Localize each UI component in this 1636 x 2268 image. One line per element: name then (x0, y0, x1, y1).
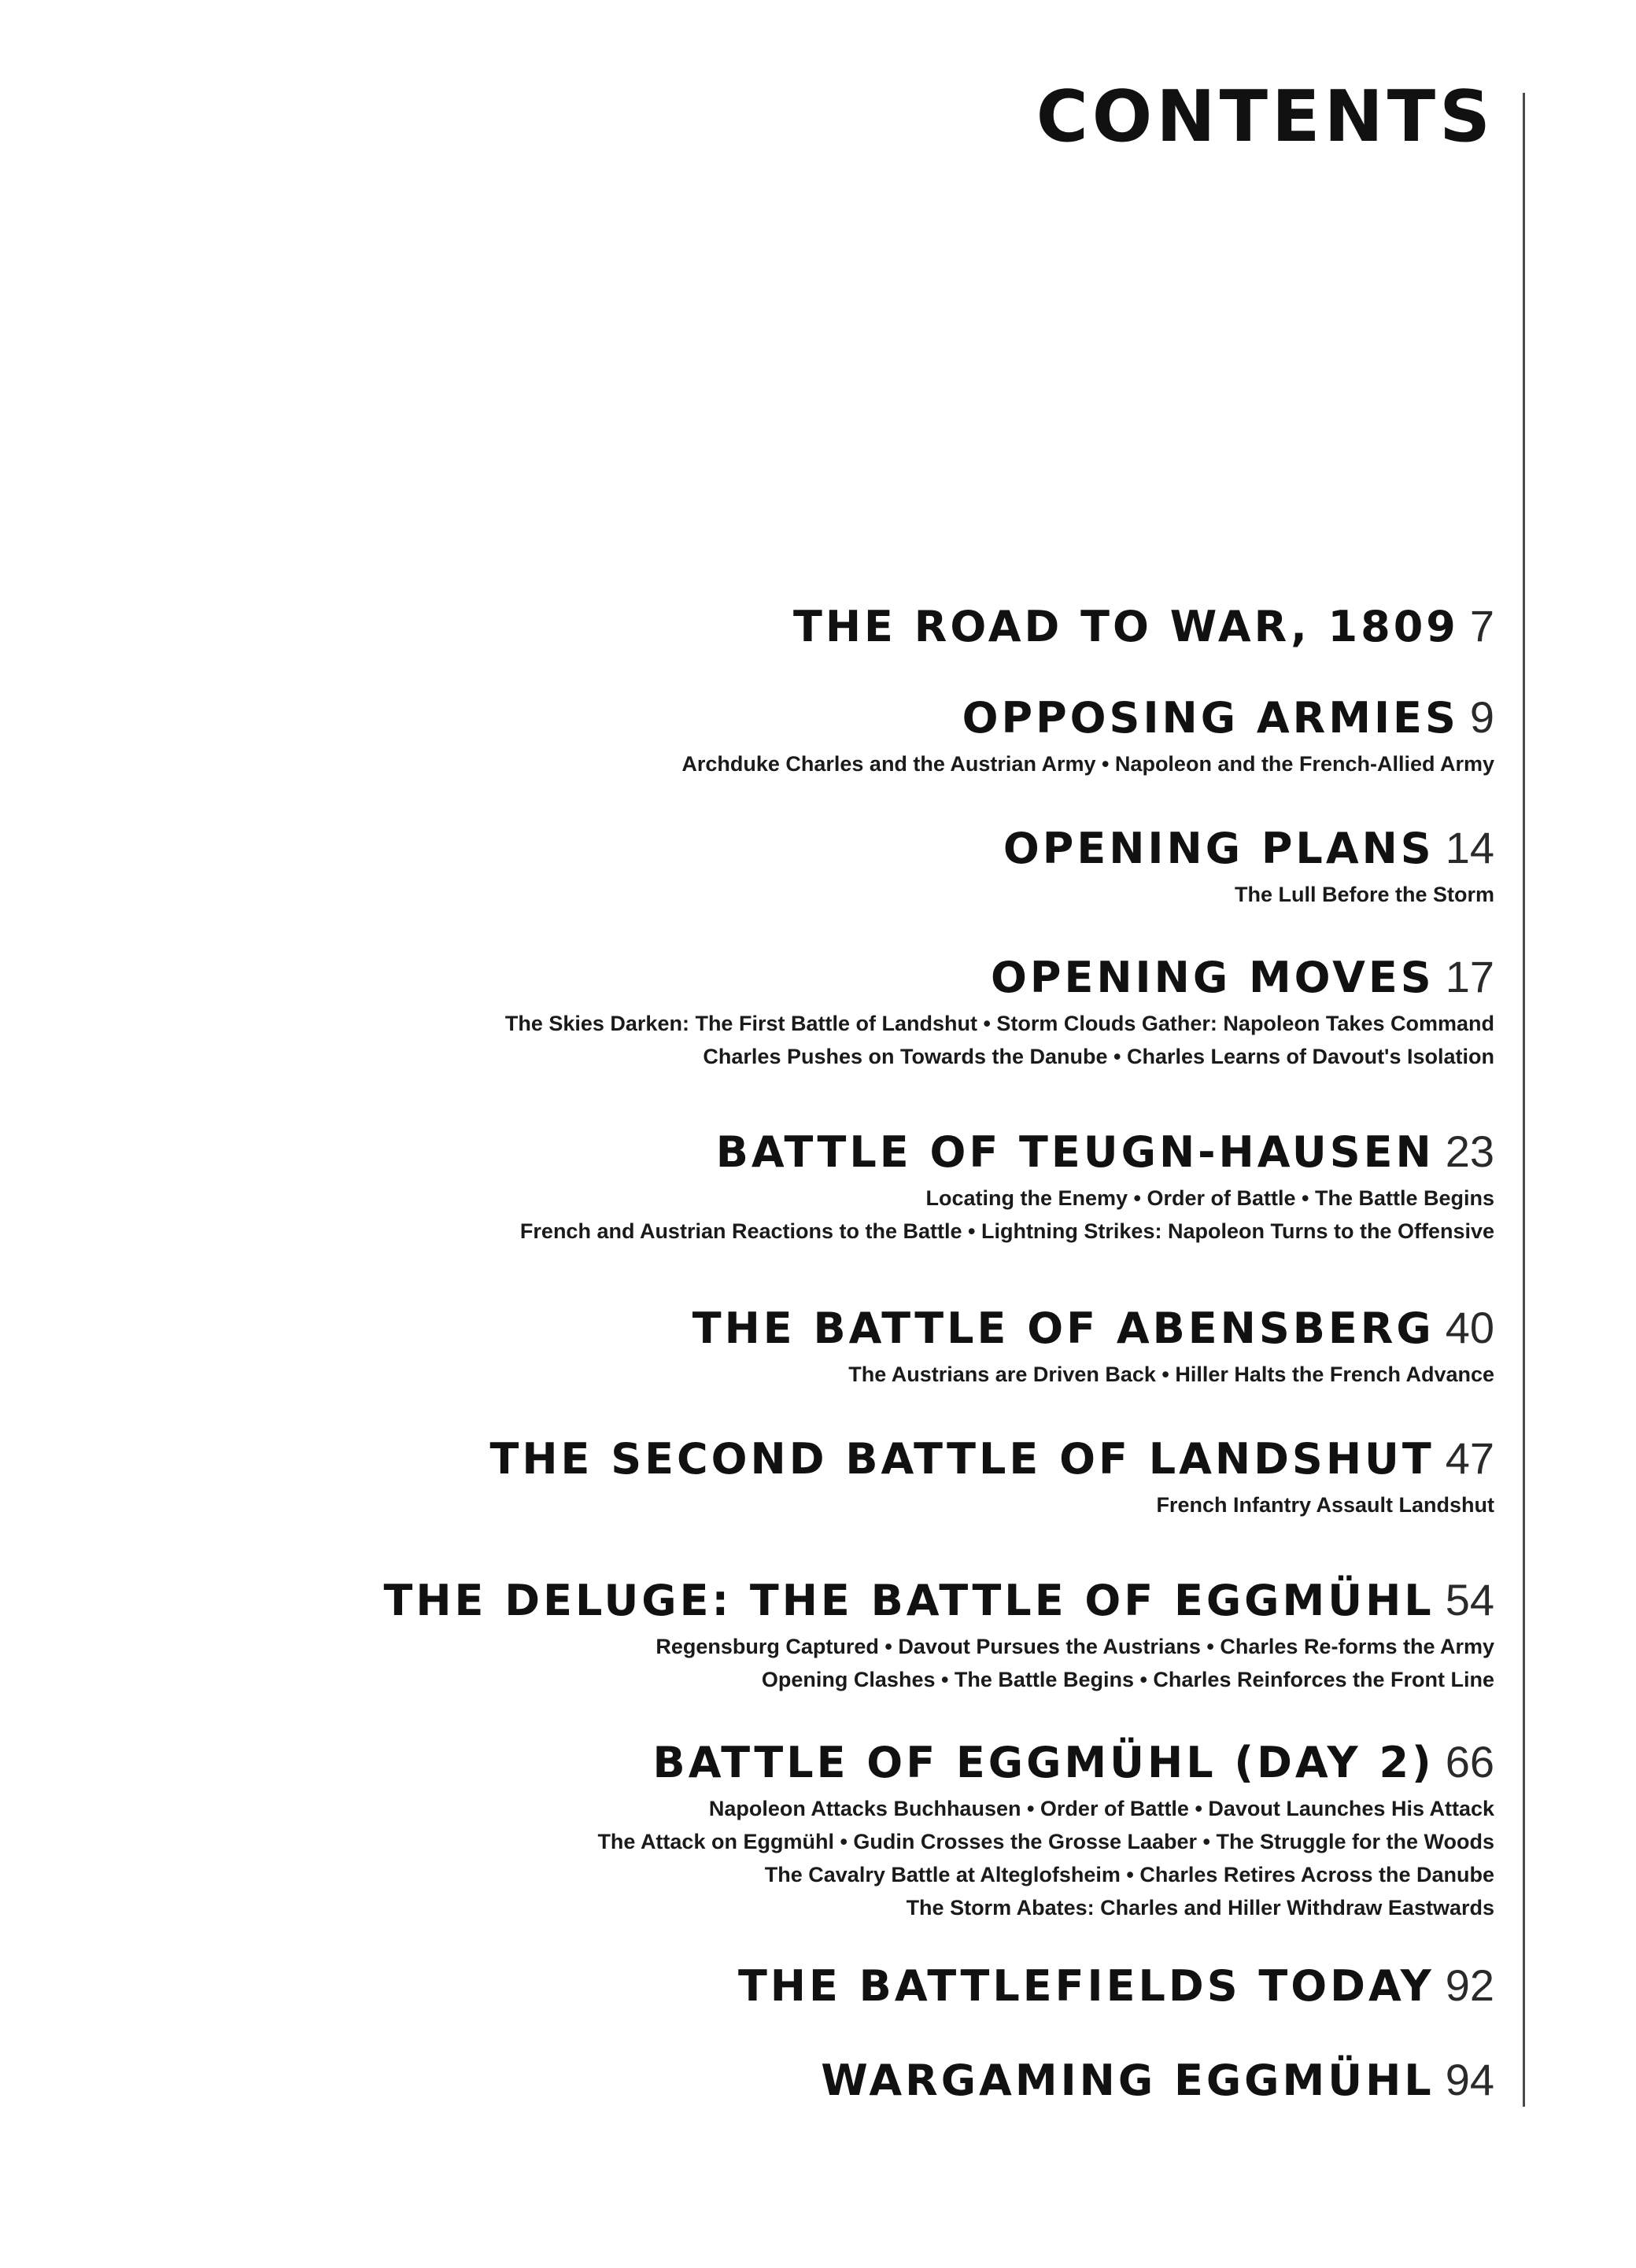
subtopic-line: Charles Pushes on Towards the Danube • Charles Learns of Davout's Isolation (703, 1045, 1494, 1068)
subtopic-line: The Austrians are Driven Back • Hiller Halts the French Advance (848, 1363, 1494, 1386)
subtopics (384, 1630, 1494, 1696)
toc-entry-deluge-eggmuhl (383, 1575, 1494, 1696)
subtopic-line: The Lull Before the Storm (1234, 883, 1494, 906)
subtopics (520, 1182, 1494, 1248)
page-number: 9 (1469, 692, 1494, 742)
page-number: 7 (1469, 601, 1494, 651)
chapter-title: OPENING PLANS (1003, 824, 1435, 873)
subtopic-line: Opening Clashes • The Battle Begins • Charles Reinforces the Front Line (761, 1668, 1494, 1691)
toc-entry-teugn-hausen (519, 1127, 1494, 1248)
page-title: CONTENTS (1036, 76, 1494, 158)
page-number: 14 (1445, 823, 1494, 872)
toc-heading (821, 2055, 1494, 2105)
toc-entry-road-to-war (793, 601, 1494, 651)
chapter-title: THE ROAD TO WAR, 1809 (793, 602, 1459, 651)
chapter-title: OPPOSING ARMIES (962, 693, 1459, 743)
subtopics (597, 1792, 1494, 1924)
page-number: 66 (1445, 1737, 1494, 1787)
toc-heading (520, 1127, 1494, 1177)
subtopic-line: The Storm Abates: Charles and Hiller Withdraw Eastwards (906, 1896, 1494, 1920)
subtopic-line: Regensburg Captured • Davout Pursues the Austrians • Charles Re-forms the Army (656, 1635, 1494, 1658)
toc-heading (383, 1575, 1494, 1625)
toc-heading (737, 1960, 1494, 2011)
chapter-title: BATTLE OF EGGMÜHL (DAY 2) (652, 1738, 1435, 1787)
chapter-title: WARGAMING EGGMÜHL (821, 2056, 1435, 2105)
vertical-rule (1523, 93, 1525, 2107)
toc-entry-opening-moves (504, 952, 1494, 1073)
page-number: 17 (1445, 952, 1494, 1001)
subtopic-line: Archduke Charles and the Austrian Army • Napoleon and the French-Allied Army (681, 752, 1494, 776)
toc-entry-opposing-armies (681, 692, 1494, 780)
page-number: 23 (1445, 1127, 1494, 1176)
subtopics (1003, 878, 1494, 911)
toc-heading (489, 1433, 1495, 1484)
toc-heading (505, 952, 1494, 1002)
page-number: 94 (1445, 2055, 1494, 2104)
chapter-title: THE BATTLE OF ABENSBERG (692, 1304, 1435, 1353)
chapter-title: THE DELUGE: THE BATTLE OF EGGMÜHL (383, 1576, 1435, 1625)
page-number: 54 (1445, 1575, 1494, 1624)
toc-heading (793, 601, 1494, 651)
subtopics (681, 747, 1494, 780)
subtopic-line: The Cavalry Battle at Alteglofsheim • Charles Retires Across the Danube (764, 1863, 1494, 1886)
toc-entry-eggmuhl-day-2 (597, 1737, 1494, 1924)
subtopic-line: Napoleon Attacks Buchhausen • Order of Battle • Davout Launches His Attack (708, 1797, 1494, 1820)
subtopics (505, 1007, 1494, 1073)
subtopic-line: The Skies Darken: The First Battle of Landshut • Storm Clouds Gather: Napoleon Takes Command (504, 1012, 1494, 1035)
subtopic-line: Locating the Enemy • Order of Battle • The Battle Begins (925, 1186, 1494, 1210)
toc-heading (1003, 823, 1494, 873)
page-number: 47 (1445, 1433, 1494, 1483)
toc-entry-second-landshut (489, 1433, 1495, 1521)
toc-entry-battlefields-today (737, 1960, 1494, 2011)
toc-heading (681, 692, 1494, 743)
chapter-title: THE BATTLEFIELDS TODAY (737, 1961, 1435, 2011)
toc-heading (692, 1303, 1494, 1353)
toc-entry-opening-plans (1003, 823, 1494, 911)
page-number: 92 (1445, 1960, 1494, 2010)
subtopics (692, 1358, 1494, 1391)
subtopic-line: The Attack on Eggmühl • Gudin Crosses the Grosse Laaber • The Struggle for the Woods (597, 1830, 1494, 1853)
chapter-title: BATTLE OF TEUGN-HAUSEN (715, 1127, 1435, 1177)
toc-entry-abensberg (692, 1303, 1494, 1391)
page-number: 40 (1445, 1303, 1494, 1352)
toc-heading (597, 1737, 1494, 1787)
toc-entry-wargaming (821, 2055, 1494, 2105)
subtopics (490, 1488, 1495, 1521)
subtopic-line: French and Austrian Reactions to the Battle • Lightning Strikes: Napoleon Turns to the Offensive (519, 1219, 1494, 1243)
chapter-title: OPENING MOVES (990, 953, 1435, 1002)
chapter-title: THE SECOND BATTLE OF LANDSHUT (489, 1434, 1435, 1484)
subtopic-line: French Infantry Assault Landshut (1156, 1493, 1494, 1517)
